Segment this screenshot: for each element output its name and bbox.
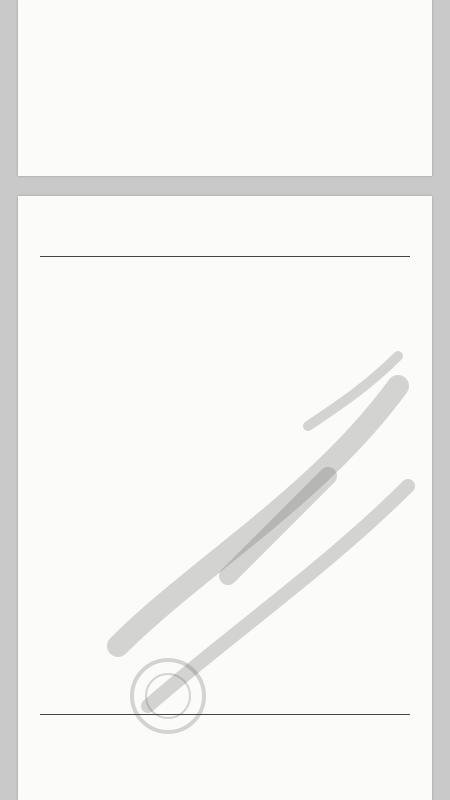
previous-page-fragment	[18, 0, 432, 176]
gazette-page	[18, 196, 432, 800]
deposit-footer	[40, 714, 410, 719]
page-header	[40, 250, 410, 257]
official-stamp-watermark	[78, 316, 418, 746]
